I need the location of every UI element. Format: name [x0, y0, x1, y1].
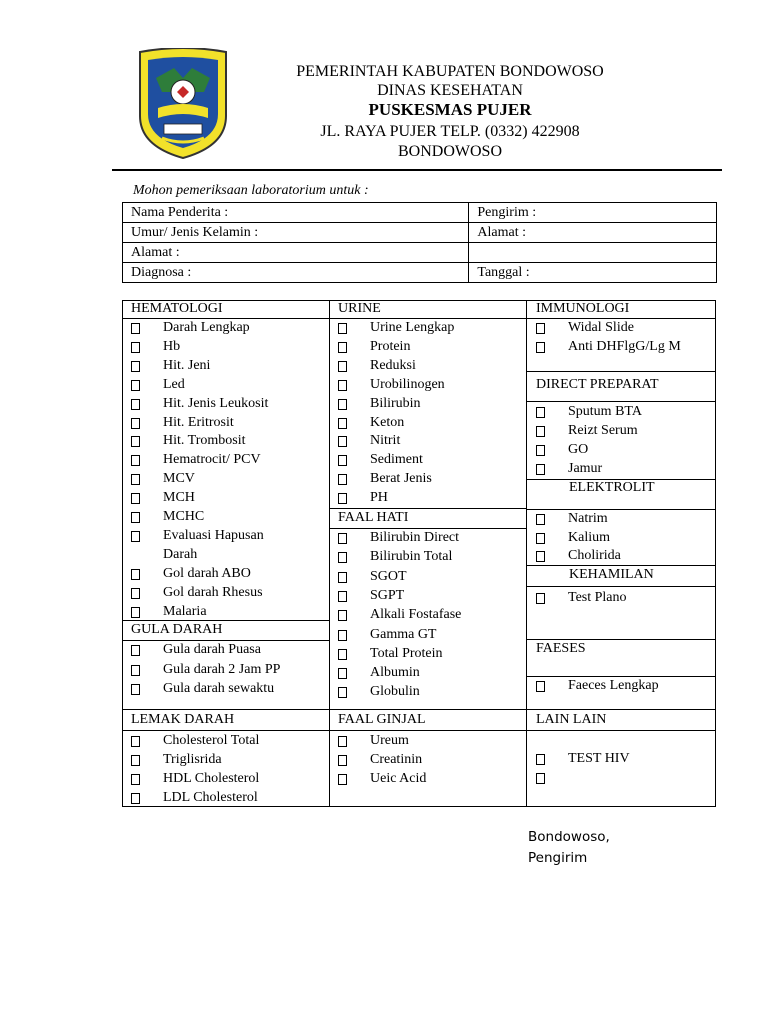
- test-checkbox[interactable]: [338, 591, 347, 602]
- test-item-label: Hit. Eritrosit: [163, 414, 234, 430]
- test-checkbox[interactable]: [131, 665, 140, 676]
- test-item-label: Hit. Jenis Leukosit: [163, 395, 269, 411]
- age-gender-field[interactable]: Umur/ Jenis Kelamin :: [123, 223, 469, 243]
- diagnosis-field[interactable]: Diagnosa :: [123, 263, 469, 283]
- test-checkbox[interactable]: [338, 552, 347, 563]
- test-checkbox[interactable]: [131, 607, 140, 618]
- test-item-label: Sediment: [370, 452, 423, 468]
- test-item-label: Ueic Acid: [370, 771, 427, 786]
- test-item-label: Faeces Lengkap: [568, 678, 659, 693]
- test-checkbox[interactable]: [131, 323, 140, 334]
- table-rule: [526, 730, 715, 731]
- test-item-label: Reizt Serum: [568, 423, 638, 438]
- test-item-label: Urobilinogen: [370, 376, 445, 392]
- section-faal-hati: FAAL HATI: [338, 510, 409, 525]
- header-city: BONDOWOSO: [398, 143, 502, 160]
- test-item-label: Evaluasi Hapusan: [163, 527, 264, 543]
- test-checkbox[interactable]: [131, 493, 140, 504]
- test-checkbox[interactable]: [338, 342, 347, 353]
- test-checkbox[interactable]: [131, 380, 140, 391]
- test-item-label: LDL Cholesterol: [163, 790, 258, 805]
- test-checkbox[interactable]: [536, 323, 545, 334]
- section-lemak-darah: LEMAK DARAH: [131, 712, 235, 727]
- test-item-label: Darah Lengkap: [163, 320, 250, 335]
- test-checkbox[interactable]: [131, 588, 140, 599]
- table-rule: [329, 730, 526, 731]
- test-item-label: TEST HIV: [568, 751, 630, 766]
- test-item-label: Hit. Trombosit: [163, 433, 246, 449]
- test-checkbox[interactable]: [131, 474, 140, 485]
- test-item-label: Gol darah Rhesus: [163, 584, 263, 600]
- test-item-label: Jamur: [568, 461, 603, 476]
- test-item-label: Malaria: [163, 603, 207, 619]
- test-checkbox[interactable]: [338, 668, 347, 679]
- regency-logo: [134, 48, 232, 160]
- table-rule: [329, 709, 526, 710]
- test-item-label: Keton: [370, 414, 405, 430]
- test-checkbox[interactable]: [338, 572, 347, 583]
- header-government: PEMERINTAH KABUPATEN BONDOWOSO: [296, 63, 604, 80]
- test-item-label: Natrim: [568, 511, 608, 526]
- test-item-label: Bilirubin: [370, 395, 421, 411]
- section-kehamilan: KEHAMILAN: [569, 567, 654, 582]
- test-checkbox[interactable]: [131, 455, 140, 466]
- test-checkbox[interactable]: [536, 773, 545, 784]
- table-rule: [526, 371, 715, 372]
- test-checkbox[interactable]: [338, 455, 347, 466]
- test-item-label: Alkali Fostafase: [370, 607, 462, 623]
- signature-place: Bondowoso,: [528, 829, 610, 845]
- test-item-label: Gol darah ABO: [163, 565, 251, 581]
- test-item-label: Gula darah sewaktu: [163, 681, 275, 696]
- test-checkbox[interactable]: [131, 512, 140, 523]
- test-item-label: MCV: [163, 471, 195, 487]
- header-divider: [112, 169, 722, 171]
- test-item-label: Urine Lengkap: [370, 320, 455, 335]
- test-item-label: Ureum: [370, 733, 409, 748]
- test-item-label: Hit. Jeni: [163, 357, 211, 373]
- table-right-border: [715, 300, 716, 806]
- test-checkbox[interactable]: [338, 380, 347, 391]
- test-item-label: Cholesterol Total: [163, 733, 260, 748]
- test-item-label: Led: [163, 376, 185, 392]
- test-item-label: HDL Cholesterol: [163, 771, 260, 786]
- test-checkbox[interactable]: [338, 755, 347, 766]
- test-checkbox[interactable]: [338, 687, 347, 698]
- test-checkbox[interactable]: [131, 774, 140, 785]
- test-item-label: Kalium: [568, 529, 610, 545]
- test-checkbox[interactable]: [338, 361, 347, 372]
- section-faeses: FAESES: [536, 641, 586, 656]
- test-item-label: GO: [568, 442, 589, 457]
- table-rule: [122, 730, 329, 731]
- patient-address-field[interactable]: Alamat :: [123, 243, 469, 263]
- test-checkbox[interactable]: [131, 399, 140, 410]
- test-checkbox[interactable]: [536, 407, 545, 418]
- test-checkbox[interactable]: [536, 754, 545, 765]
- test-item-label: Nitrit: [370, 433, 401, 449]
- test-item-label: MCH: [163, 490, 195, 506]
- test-checkbox[interactable]: [131, 342, 140, 353]
- test-item-label: Hb: [163, 338, 181, 354]
- test-checkbox[interactable]: [536, 342, 545, 353]
- test-checkbox[interactable]: [338, 736, 347, 747]
- section-gula-darah: GULA DARAH: [131, 622, 223, 637]
- signature-role: Pengirim: [528, 850, 588, 866]
- test-checkbox[interactable]: [338, 493, 347, 504]
- test-checkbox[interactable]: [536, 551, 545, 562]
- test-item-label: Gula darah 2 Jam PP: [163, 661, 281, 677]
- test-item-label: Total Protein: [370, 645, 443, 661]
- test-checkbox[interactable]: [131, 684, 140, 695]
- test-item-label: Albumin: [370, 665, 420, 681]
- test-item-label: MCHC: [163, 509, 205, 524]
- test-item-label: Cholirida: [568, 548, 621, 563]
- test-item-label: Creatinin: [370, 752, 423, 767]
- test-checkbox[interactable]: [338, 649, 347, 660]
- test-checkbox[interactable]: [536, 445, 545, 456]
- test-item-label: PH: [370, 490, 388, 506]
- test-item-label: Globulin: [370, 684, 420, 700]
- test-item-label: Darah: [163, 546, 198, 562]
- test-checkbox[interactable]: [131, 736, 140, 747]
- intro-text: Mohon pemeriksaan laboratorium untuk :: [133, 183, 369, 198]
- test-item-label: Hematrocit/ PCV: [163, 452, 261, 468]
- test-item-label: Bilirubin Direct: [370, 530, 460, 545]
- test-checkbox[interactable]: [338, 474, 347, 485]
- test-checkbox[interactable]: [131, 569, 140, 580]
- test-checkbox[interactable]: [131, 793, 140, 804]
- header-puskesmas: PUSKESMAS PUJER: [368, 100, 532, 119]
- test-checkbox[interactable]: [536, 464, 545, 475]
- section-urine: URINE: [338, 301, 381, 316]
- table-rule: [526, 709, 715, 710]
- test-checkbox[interactable]: [338, 533, 347, 544]
- test-item-label: Sputum BTA: [568, 404, 642, 419]
- sender-address-field[interactable]: Alamat :: [469, 223, 717, 243]
- test-checkbox[interactable]: [536, 426, 545, 437]
- test-checkbox[interactable]: [338, 610, 347, 621]
- test-item-label: Reduksi: [370, 357, 416, 373]
- test-checkbox[interactable]: [131, 531, 140, 542]
- table-rule: [526, 586, 715, 587]
- test-checkbox[interactable]: [131, 436, 140, 447]
- patient-name-field[interactable]: Nama Penderita :: [123, 203, 469, 223]
- test-checkbox[interactable]: [338, 630, 347, 641]
- test-checkbox[interactable]: [338, 436, 347, 447]
- test-item-label: SGPT: [370, 587, 405, 603]
- date-field[interactable]: Tanggal :: [469, 263, 717, 283]
- test-checkbox[interactable]: [338, 774, 347, 785]
- test-checkbox[interactable]: [338, 399, 347, 410]
- test-item-label: Gamma GT: [370, 626, 437, 642]
- test-checkbox[interactable]: [536, 533, 545, 544]
- section-faal-ginjal: FAAL GINJAL: [338, 712, 426, 727]
- table-rule: [526, 509, 715, 510]
- section-hematologi: HEMATOLOGI: [131, 301, 223, 316]
- test-checkbox[interactable]: [131, 361, 140, 372]
- test-checkbox[interactable]: [536, 681, 545, 692]
- header-address: JL. RAYA PUJER TELP. (0332) 422908: [320, 123, 580, 140]
- test-checkbox[interactable]: [338, 418, 347, 429]
- test-checkbox[interactable]: [536, 593, 545, 604]
- table-rule: [122, 709, 329, 710]
- test-checkbox[interactable]: [338, 323, 347, 334]
- test-item-label: Bilirubin Total: [370, 549, 453, 565]
- section-lain-lain: LAIN LAIN: [536, 712, 607, 727]
- test-item-label: Protein: [370, 338, 411, 354]
- test-checkbox[interactable]: [536, 514, 545, 525]
- test-item-label: SGOT: [370, 568, 407, 584]
- test-item-label: Berat Jenis: [370, 471, 432, 487]
- empty-cell: [469, 243, 717, 263]
- test-checkbox[interactable]: [131, 755, 140, 766]
- test-checkbox[interactable]: [131, 645, 140, 656]
- test-item-label: Widal Slide: [568, 320, 634, 335]
- table-rule: [526, 401, 715, 402]
- test-item-label: Test Plano: [568, 590, 627, 605]
- sender-field[interactable]: Pengirim :: [469, 203, 717, 223]
- section-immunologi: IMMUNOLOGI: [536, 301, 630, 316]
- section-elektrolit: ELEKTROLIT: [569, 480, 655, 495]
- test-item-label: Gula darah Puasa: [163, 642, 261, 657]
- header-department: DINAS KESEHATAN: [377, 82, 523, 99]
- patient-info-table: [122, 202, 717, 283]
- test-item-label: Triglisrida: [163, 752, 222, 767]
- test-item-label: Anti DHFlgG/Lg M: [568, 339, 681, 354]
- section-direct-preparat: DIRECT PREPARAT: [536, 377, 659, 392]
- test-checkbox[interactable]: [131, 418, 140, 429]
